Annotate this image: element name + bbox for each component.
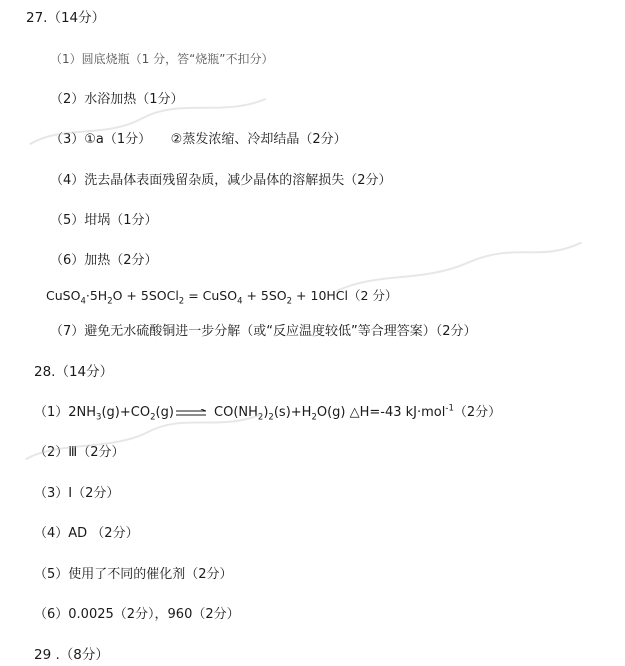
q28-heading: 28.（14分） (34, 364, 114, 380)
q27-answer-3: （3）①a（1分） ②蒸发浓缩、冷却结晶（2分） (50, 132, 347, 147)
q28-answer-3: （3）Ⅰ（2分） (34, 486, 120, 501)
q27-answer-6: （6）加热（2分） (50, 253, 158, 268)
q28-answer-5: （5）使用了不同的催化剂（2分） (34, 567, 233, 582)
q27-answer-5: （5）坩埚（1分） (50, 213, 158, 228)
q27-answer-4: （4）洗去晶体表面残留杂质，减少晶体的溶解损失（2分） (50, 173, 392, 188)
q27-heading: 27.（14分） (26, 10, 106, 26)
q28-answer-2: （2）Ⅲ（2分） (34, 445, 125, 460)
q27-answer-1: （1）圆底烧瓶（1 分，答“烧瓶”不扣分） (50, 52, 274, 66)
q27-answer-7: （7）避免无水硫酸铜进一步分解（或“反应温度较低”等合理答案）（2分） (50, 324, 477, 339)
q27-answer-2: （2）水浴加热（1分） (50, 92, 184, 107)
equilibrium-arrow-icon (176, 409, 206, 417)
q28-answer-4: （4）AD （2分） (34, 526, 139, 541)
q29-heading: 29 .（8分） (34, 647, 109, 663)
q27-equation: $CuSO_4\cdot 5H_2O$ + 5SOCl$_2$ = CuSO$_4$ + $5SO_2 + 10HCl(2$ 分） (46, 288, 398, 307)
q28-equation: $(1)2NH_3(g)+CO_2(g)$ $CO(NH_2)_2(s)+H_2O(g)$ △H=-43 kJ·mol$^{-1}$（2分） (34, 403, 502, 423)
q28-answer-6: （6）0.0025（2分），960（2分） (34, 607, 240, 622)
